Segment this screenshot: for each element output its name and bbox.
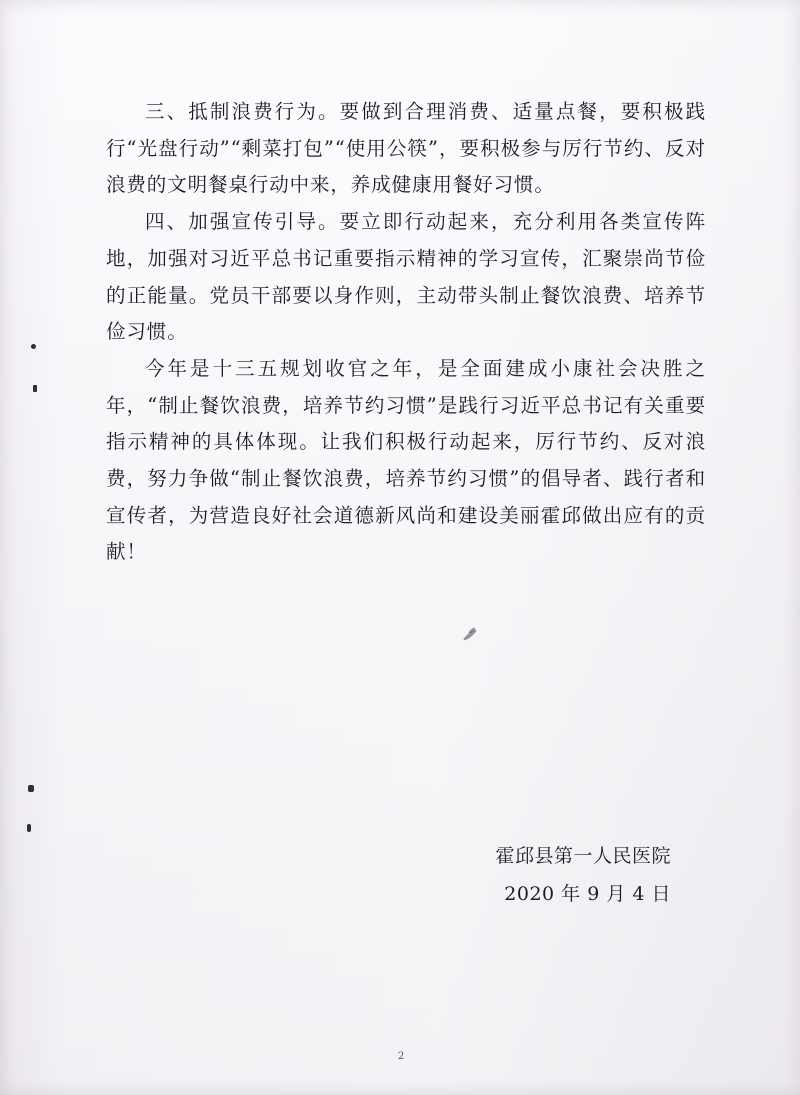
signature-block bbox=[451, 837, 671, 913]
page-number: 2 bbox=[397, 1051, 405, 1062]
closing-paragraph: 今年是十三五规划收官之年，是全面建成小康社会决胜之年，“制止餐饮浪费，培养节约习惯”是践行习近平总书记有关重要指示精神的具体体现。让我们积极行动起来，厉行节约、反对浪费，努力争做“制止餐饮浪费，培养节约习惯”的倡导者、践行者和宣传者，为营造良好社会道德新风尚和建设美丽霍邱做出应有的贡献！ bbox=[106, 356, 706, 564]
paragraph-3: 三、抵制浪费行为。要做到合理消费、适量点餐，要积极践行“光盘行动”“剩菜打包”“使用公筷”，要积极参与厉行节约、反对浪费的文明餐桌行动中来，养成健康用餐好习惯。 bbox=[106, 100, 706, 197]
scan-speck bbox=[27, 824, 31, 832]
document-date: 2020 年 9 月 4 日 bbox=[504, 883, 671, 905]
scan-smudge bbox=[468, 627, 476, 634]
scan-smudge bbox=[462, 628, 477, 641]
paragraph-4: 四、加强宣传引导。要立即行动起来，充分利用各类宣传阵地，加强对习近平总书记重要指示精神的学习宣传，汇聚崇尚节俭的正能量。党员干部要以身作则，主动带头制止餐饮浪费、培养节俭习惯。 bbox=[106, 210, 706, 344]
scan-speck bbox=[28, 785, 34, 792]
organization-name: 霍邱县第一人民医院 bbox=[495, 845, 671, 867]
scan-speck bbox=[31, 344, 36, 349]
document-body bbox=[106, 94, 706, 571]
scan-speck bbox=[33, 385, 37, 392]
